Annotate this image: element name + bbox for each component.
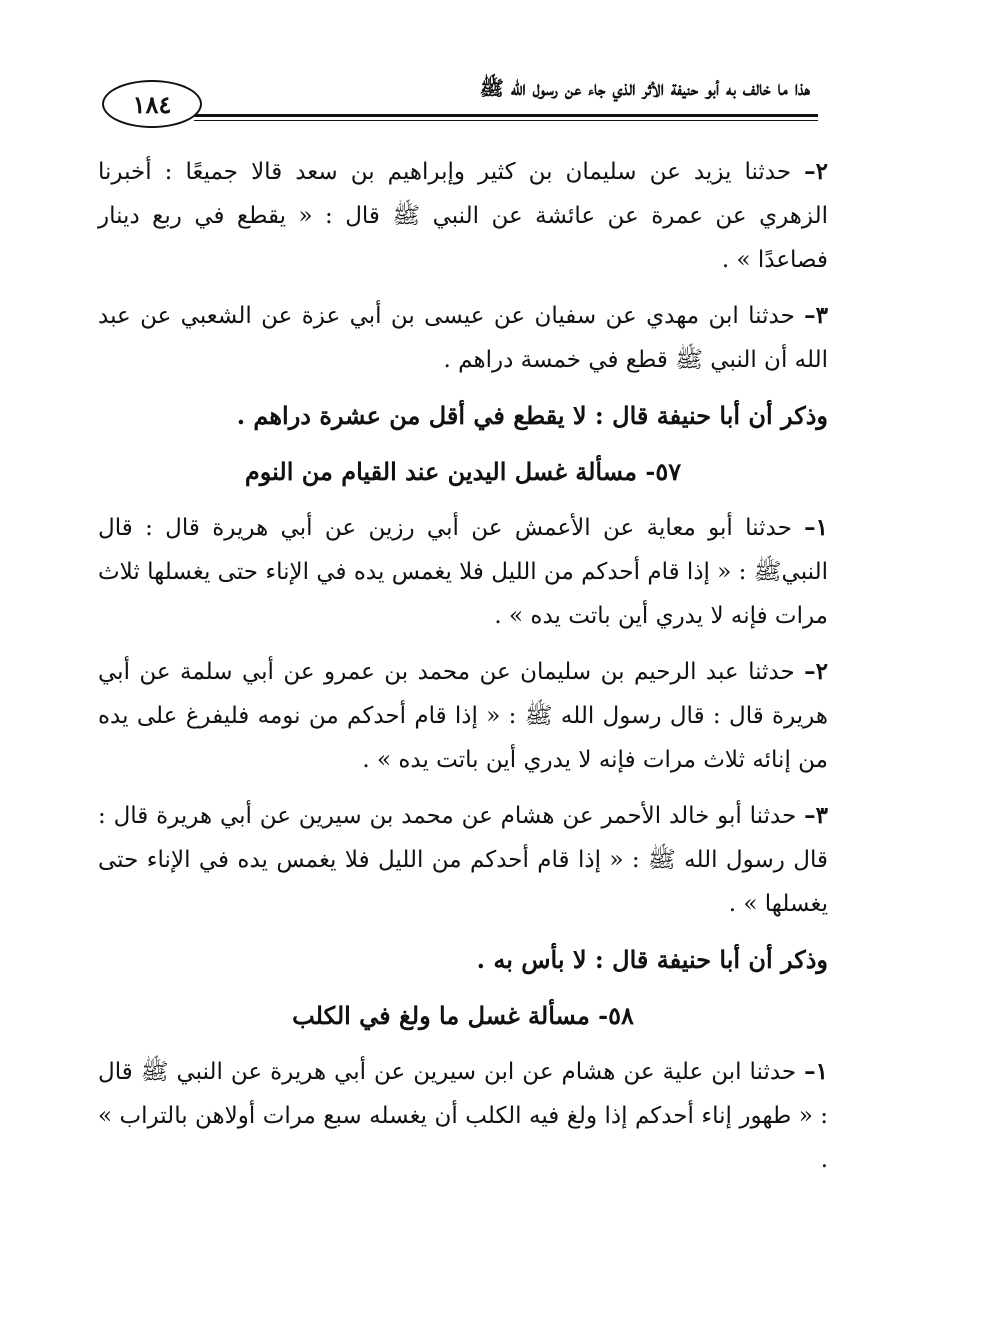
hadith-number: ٢– [804, 658, 828, 685]
hadith-paragraph [98, 1050, 828, 1182]
hadith-paragraph [98, 150, 828, 282]
abu-hanifa-opinion: وذكر أن أبا حنيفة قال : لا بأس به . [476, 945, 828, 974]
hadith-paragraph [98, 294, 828, 382]
hadith-number: ١– [804, 514, 828, 541]
header-rule-thin [194, 120, 818, 121]
hadith-text: حدثنا يزيد عن سليمان بن كثير وإبراهيم بن سعد قالا جميعًا : أخبرنا الزهري عن عمرة عن عائشة عن النبي ﷺ قال : « يقطع في ربع دينار فصاعدًا » . [98, 159, 828, 273]
header-rule-thick [194, 114, 818, 117]
page-number-badge: ١٨٤ [102, 80, 202, 128]
section-title: ٥٨- مسألة غسل ما ولغ في الكلب [292, 1001, 634, 1030]
hadith-text: حدثنا عبد الرحيم بن سليمان عن محمد بن عمرو عن أبي سلمة عن أبي هريرة قال : قال رسول الله ﷺ : « إذا قام أحدكم من نومه فليفرغ على يده من إنائه ثلاث مرات فإنه لا يدري أين باتت يده » . [98, 659, 828, 773]
page-body [98, 150, 828, 1194]
hadith-paragraph [98, 506, 828, 638]
hadith-text: حدثنا أبو معاية عن الأعمش عن أبي رزين عن أبي هريرة قال : قال النبيﷺ : « إذا قام أحدكم من الليل فلا يغمس يده في الإناء حتى يغسلها ثلاث مرات فإنه لا يدري أين باتت يده » . [98, 515, 828, 629]
hadith-text: حدثنا ابن علية عن هشام عن ابن سيرين عن أبي هريرة عن النبي ﷺ قال : « طهور إناء أحدكم إذا ولغ فيه الكلب أن يغسله سبع مرات أولاهن بالتراب » . [98, 1059, 828, 1173]
section-title: ٥٧- مسألة غسل اليدين عند القيام من النوم [244, 457, 682, 486]
hadith-number: ٣– [804, 802, 828, 829]
hadith-number: ٢– [804, 158, 828, 185]
hadith-number: ٣– [804, 302, 828, 329]
hadith-text: حدثنا ابن مهدي عن سفيان عن عيسى بن أبي عزة عن الشعبي عن عبد الله أن النبي ﷺ قطع في خمسة دراهم . [98, 303, 828, 373]
hadith-number: ١– [804, 1058, 828, 1085]
hadith-paragraph [98, 794, 828, 926]
hadith-text: حدثنا أبو خالد الأحمر عن هشام عن محمد بن سيرين عن أبي هريرة قال : قال رسول الله ﷺ : « إذا قام أحدكم من الليل فلا يغمس يده في الإناء حتى يغسلها » . [98, 803, 828, 917]
abu-hanifa-opinion: وذكر أن أبا حنيفة قال : لا يقطع في أقل من عشرة دراهم . [236, 401, 828, 430]
hadith-paragraph [98, 650, 828, 782]
page-header [88, 70, 830, 140]
running-title: هذا ما خالف به أبو حنيفة الأثر الذي جاء عن رسول الله ﷺ [479, 76, 810, 100]
